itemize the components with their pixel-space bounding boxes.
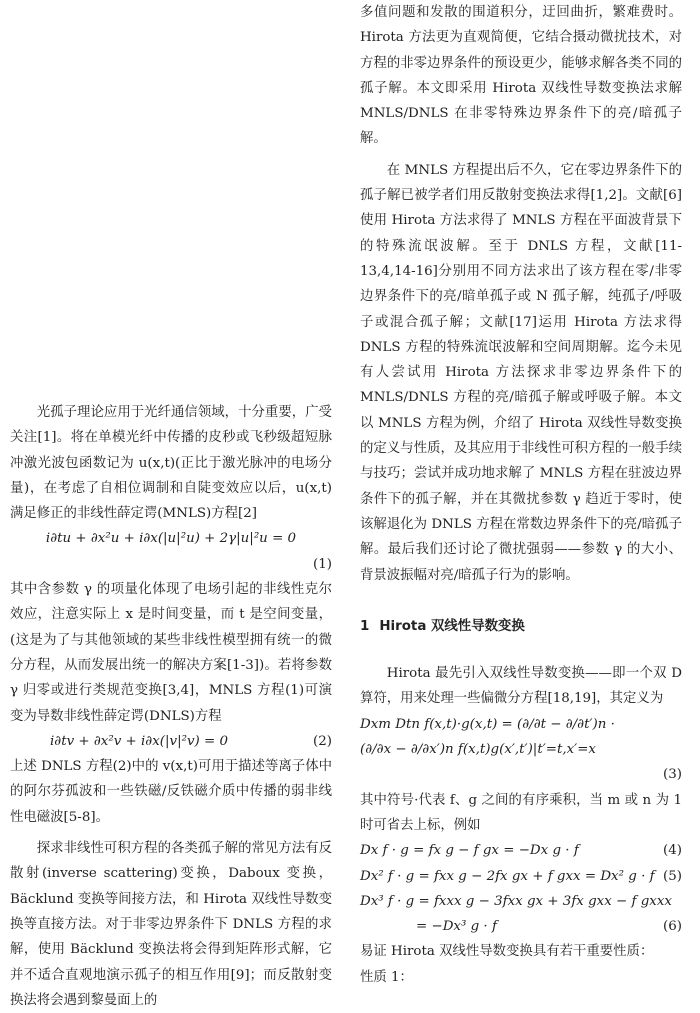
paragraph-properties: 易证 Hirota 双线性导数变换具有若干重要性质： [360,944,654,960]
equation-3-line-2: (∂/∂x − ∂/∂x′)n f(x,t)g(x′,t′)|t′=t,x′=x [360,742,596,758]
paragraph-gamma: 其中含参数 γ 的项量化体现了电场引起的非线性克尔效应，注意实际上 x 是时间变量，而 t 是空间变量，(这是为了与其他领域的某些非线性模型拥有统一的微分方程，从而发展出统一的解决方案[1-3])。若将参数 γ 归零或进行类规范变换[3,4]，MNLS 方程(1)可演变为导数非线性薛定谔(DNLS)方程 [10,582,332,724]
equation-5-number: (5) [663,868,682,884]
property-1-label: 性质 1： [360,969,413,985]
equation-2-number: (2) [313,733,332,749]
paragraph-methods: 探求非线性可积方程的各类孤子解的常见方法有反散射(inverse scattering)变换，Daboux 变换，Bäcklund 变换等间接方法，和 Hirota 双线性导数变换等直接方法。对于非零边界条件下 DNLS 方程的求解，使用 Bäcklund 变换法将会得到矩阵形式解，它并不适合直观地演示孤子的相互作用[9]；而反散射变换法将会遇到黎曼面上的 [10,841,332,1008]
equation-2: i∂tv + ∂x²v + i∂x(|v|²v) = 0 [50,733,229,749]
equation-4: Dx f · g = fx g − f gx = −Dx g · f [360,843,579,859]
equation-6a: Dx³ f · g = fxxx g − 3fxx gx + 3fx gxx − f gxxx [360,893,672,909]
paragraph-hirota: Hirota 最先引入双线性导数变换——即一个双 D 算符，用来处理一些偏微分方程[18,19]，其定义为 [360,666,682,707]
right-column [360,0,682,990]
equation-2-row [10,729,332,754]
equation-6-line-1 [360,889,682,914]
paragraph-dnls: 上述 DNLS 方程(2)中的 v(x,t)可用于描述等离子体中的阿尔芬孤波和一些铁磁/反铁磁介质中传播的弱非线性电磁波[5-8]。 [10,759,332,825]
paragraph-continued: 多值问题和发散的围道积分，迂回曲折，繁难费时。Hirota 方法更为直观简便，它结合摄动微扰技术，对方程的非零边界条件的预设更少，能够求解各类不同的孤子解。本文即采用 Hirota 双线性导数变换法求解 MNLS/DNLS 在非零特殊边界条件下的亮/暗孤子解。 [360,5,682,147]
equation-6-number: (6) [663,919,682,935]
blank-area [10,0,332,400]
equation-6-line-2 [360,914,682,939]
intro-paragraph: 光孤子理论应用于光纤通信领域，十分重要，广受关注[1]。将在单模光纤中传播的皮秒或飞秒级超短脉冲激光波包函数记为 u(x,t)(正比于激光脉冲的电场分量)，在考虑了自相位调制和自陡变效应以后，u(x,t)满足修正的非线性薛定谔(MNLS)方程[2] [10,405,332,522]
section-heading [360,614,682,639]
equation-1-number: (1) [313,556,332,572]
section-title: Hirota 双线性导数变换 [379,618,525,634]
equation-4-row [360,838,682,863]
equation-5-row [360,864,682,889]
equation-6b: = −Dx³ g · f [416,919,497,935]
paragraph-symbol: 其中符号·代表 f、g 之间的有序乘积，当 m 或 n 为 1 时可省去上标，例如 [360,792,682,833]
equation-1: i∂tu + ∂x²u + i∂x(|u|²u) + 2γ|u|²u = 0 [45,531,297,547]
left-column [10,0,332,1013]
equation-4-number: (4) [663,843,682,859]
equation-3-line-1: Dxm Dtn f(x,t)·g(x,t) = (∂/∂t − ∂/∂t′)n · [360,716,615,732]
equation-5: Dx² f · g = fxx g − 2fx gx + f gxx = Dx² g · f [360,868,655,884]
section-number: 1 [360,618,370,634]
equation-3-number: (3) [663,767,682,783]
paragraph-literature: 在 MNLS 方程提出后不久，它在零边界条件下的孤子解已被学者们用反散射变换法求得[1,2]。文献[6]使用 Hirota 方法求得了 MNLS 方程在平面波背景下的特殊流氓波解。至于 DNLS 方程，文献[11-13,4,14-16]分别用不同方法求出了该方程在零/非零边界条件下的亮/暗单孤子或 N 孤子解，纯孤子/呼吸子或混合孤子解；文献[17]运用 Hirota 方法求得 DNLS 方程的特殊流氓波解和空间周期解。迄今未见有人尝试用 Hirota 方法探求非零边界条件下的 MNLS/DNLS 方程的亮/暗孤子解或呼吸子解。本文以 MNLS 方程为例，介绍了 Hirota 双线性导数变换的定义与性质，及其应用于非线性可积方程的一般手续与技巧；尝试并成功地求解了 MNLS 方程在驻波边界条件下的孤子解，并在其微扰参数 γ 趋近于零时，使该解退化为 DNLS 方程在常数边界条件下的亮/暗孤子解。最后我们还讨论了微扰强弱——参数 γ 的大小、背景波振幅对亮/暗孤子行为的影响。 [360,162,682,583]
